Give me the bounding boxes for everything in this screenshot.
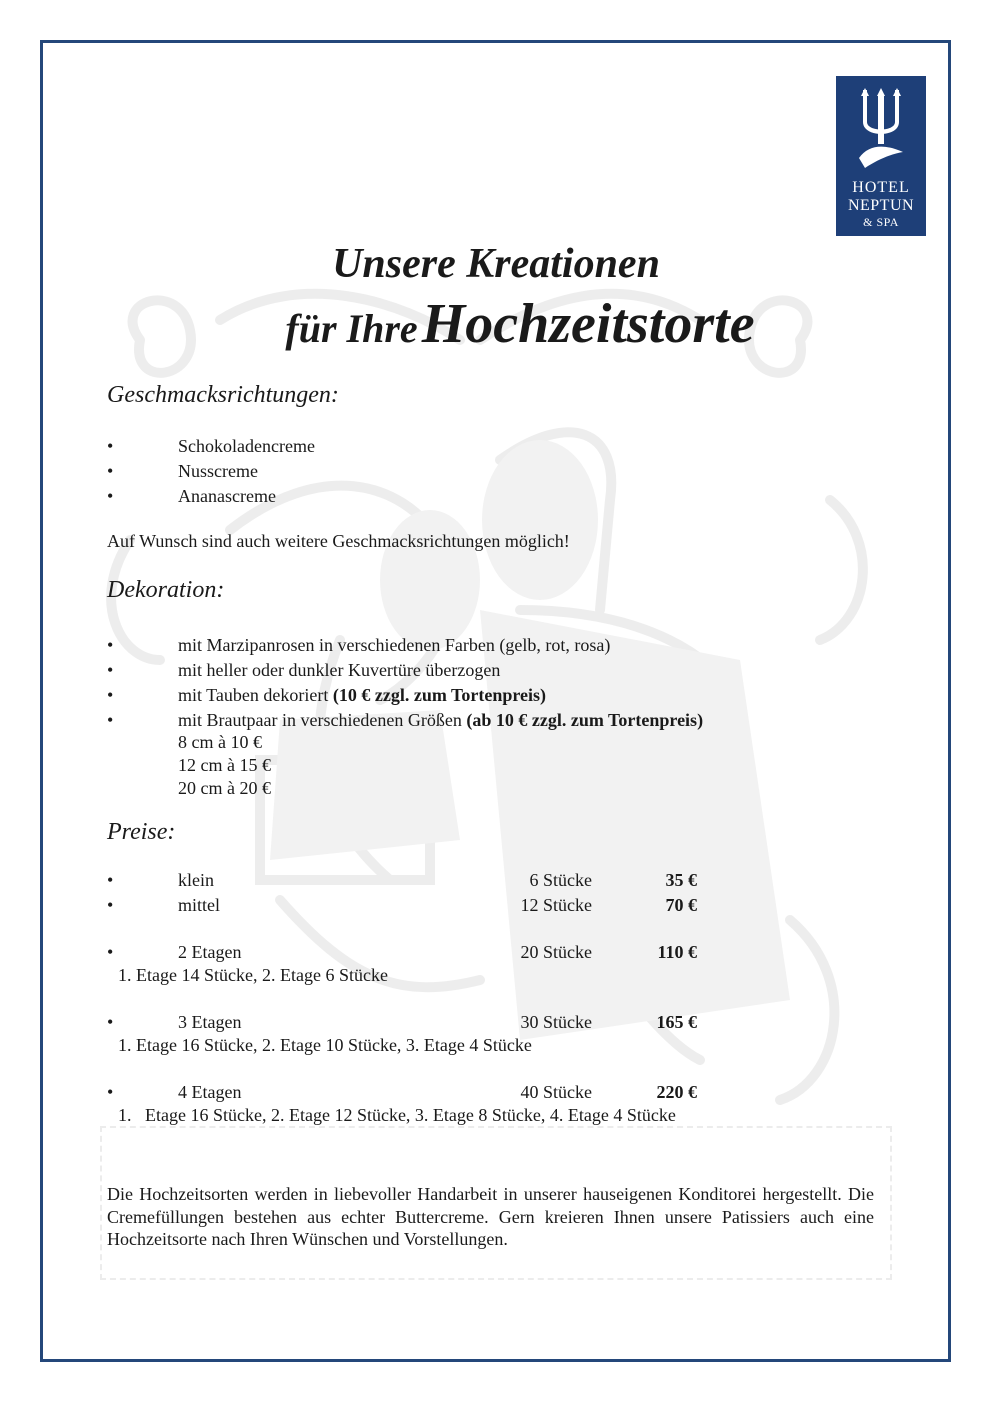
tier-note: 1. Etage 16 Stücke, 2. Etage 10 Stücke, 3. Etage 4 Stücke bbox=[118, 1035, 532, 1055]
tier-note: 1. Etage 14 Stücke, 2. Etage 6 Stücke bbox=[118, 965, 388, 985]
decoration-heading: Dekoration: bbox=[107, 577, 225, 603]
price-row: • 4 Etagen 40 Stücke 220 € bbox=[107, 1082, 697, 1102]
logo-text-neptun: NEPTUN bbox=[847, 197, 915, 214]
logo-text-hotel: HOTEL bbox=[852, 179, 910, 196]
price-row: • 2 Etagen 20 Stücke 110 € bbox=[107, 942, 697, 962]
title-hochzeitstorte: Hochzeitstorte bbox=[421, 293, 755, 355]
flavors-note: Auf Wunsch sind auch weitere Geschmacksrichtungen möglich! bbox=[107, 531, 570, 551]
price-row: • klein 6 Stücke 35 € bbox=[107, 870, 697, 890]
logo-text-spa: & SPA bbox=[863, 215, 899, 229]
title-line-2 bbox=[0, 292, 992, 370]
prices-heading: Preise: bbox=[107, 819, 176, 845]
trident-icon bbox=[855, 88, 907, 170]
flavors-heading: Geschmacksrichtungen: bbox=[107, 382, 339, 408]
title-line-1: Unsere Kreationen bbox=[332, 241, 660, 287]
footer-text: Die Hochzeitsorten werden in liebevoller Handarbeit in unserer hauseigenen Konditorei hergestellt. Die Cremefüllungen bestehen aus echter Buttercreme. Gern kreieren Ihnen unsere Patissiers auch eine Hochzeitsorte nach Ihren Wünschen und Vorstellungen. bbox=[107, 1184, 874, 1249]
price-row: • mittel 12 Stücke 70 € bbox=[107, 895, 697, 915]
size-option: 8 cm à 10 € bbox=[178, 732, 262, 752]
size-option: 20 cm à 20 € bbox=[178, 778, 271, 798]
hotel-neptun-logo bbox=[836, 76, 926, 236]
tier-note: 1. Etage 16 Stücke, 2. Etage 12 Stücke, 3. Etage 8 Stücke, 4. Etage 4 Stücke bbox=[118, 1105, 676, 1125]
price-row: • 3 Etagen 30 Stücke 165 € bbox=[107, 1012, 697, 1032]
size-option: 12 cm à 15 € bbox=[178, 755, 271, 775]
title-fuer-ihre: für Ihre bbox=[285, 306, 418, 351]
